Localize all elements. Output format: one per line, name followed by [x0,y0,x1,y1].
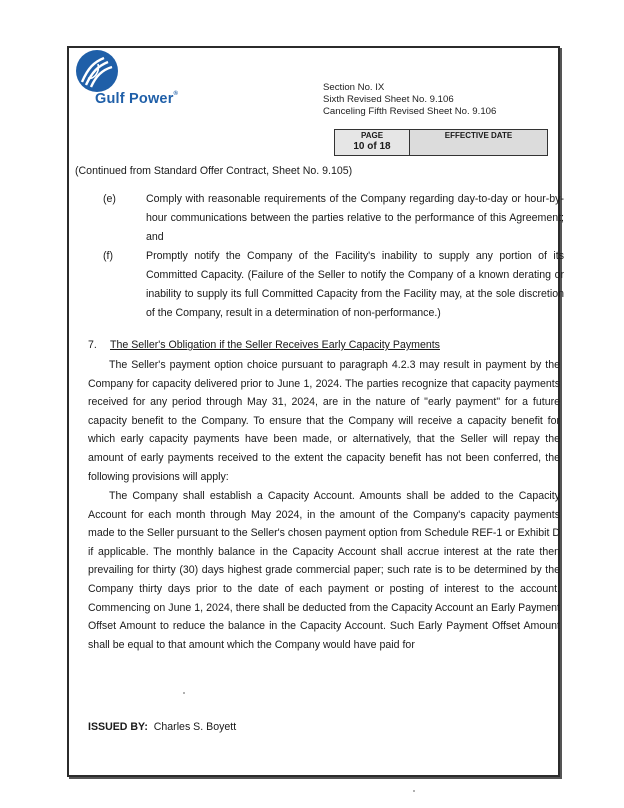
item-text: Promptly notify the Company of the Facility's inability to supply any portion of its Committed Capacity. (Failure of the Seller to notify the Company of a known derating or inability to supply its full Committed Capacity from the Facility may, at the sole discretion of the Company, result in a determination of non-performance.) [146,250,564,319]
gulf-power-swirl-icon [74,48,120,94]
page-cell [335,130,410,155]
paragraph-1: The Seller's payment option choice pursuant to paragraph 4.2.3 may result in payment by the Company for capacity delivered prior to June 1, 2024. The parties recognize that capacity payments received for any period through May 31, 2024, are in the nature of "early payment" for a future capacity benefit to the Company. To ensure that the Company will receive a capacity benefit for which early capacity payments have been made, or alternatively, that the Seller will repay the amount of early payments received to the extent the capacity benefit has not been conferred, the following provisions will apply: [88,359,560,483]
brand-name: Gulf Power® [95,91,179,107]
section-title: The Seller's Obligation if the Seller Receives Early Capacity Payments [110,339,440,351]
canceling-sheet: Canceling Fifth Revised Sheet No. 9.106 [323,106,497,118]
scan-speck [183,692,185,694]
sheet-info [323,82,496,119]
issued-by: ISSUED BY: Charles S. Boyett [88,721,237,733]
effective-date-label: EFFECTIVE DATE [444,131,513,140]
scan-speck [413,790,415,792]
section-number: 7. [88,339,97,351]
effective-date-cell [410,130,547,155]
continued-note: (Continued from Standard Offer Contract, Sheet No. 9.105) [75,165,353,177]
page-label: PAGE [360,131,384,140]
item-label: (f) [103,250,113,262]
page-value: 10 of 18 [353,141,391,152]
sheet-number: Sixth Revised Sheet No. 9.106 [323,94,454,106]
section-number: Section No. IX [323,82,385,93]
item-text: Comply with reasonable requirements of the Company regarding day-to-day or hour-by-hour communications between the parties relative to the performance of this Agreement; and [146,193,564,243]
item-label: (e) [103,193,116,205]
issuer-name: Charles S. Boyett [153,721,237,733]
page-effective-box [334,129,548,156]
paragraph-2: The Company shall establish a Capacity Account. Amounts shall be added to the Capacity Account for each month through May 2024, in the amount of the Company's capacity payments made to the Seller pursuant to the Seller's chosen payment option from Schedule REF-1 or Exhibit D if applicable. The monthly balance in the Capacity Account shall accrue interest at the rate then prevailing for thirty (30) days highest grade commercial paper; such rate is to be determined by the Company thirty days prior to the date of each payment or posting of interest to the account. Commencing on June 1, 2024, there shall be deducted from the Capacity Account an Early Payment Offset Amount to reduce the balance in the Capacity Account. Such Early Payment Offset Amount shall be equal to that amount which the Company would have paid for [88,490,560,651]
section-7-heading [88,339,440,351]
